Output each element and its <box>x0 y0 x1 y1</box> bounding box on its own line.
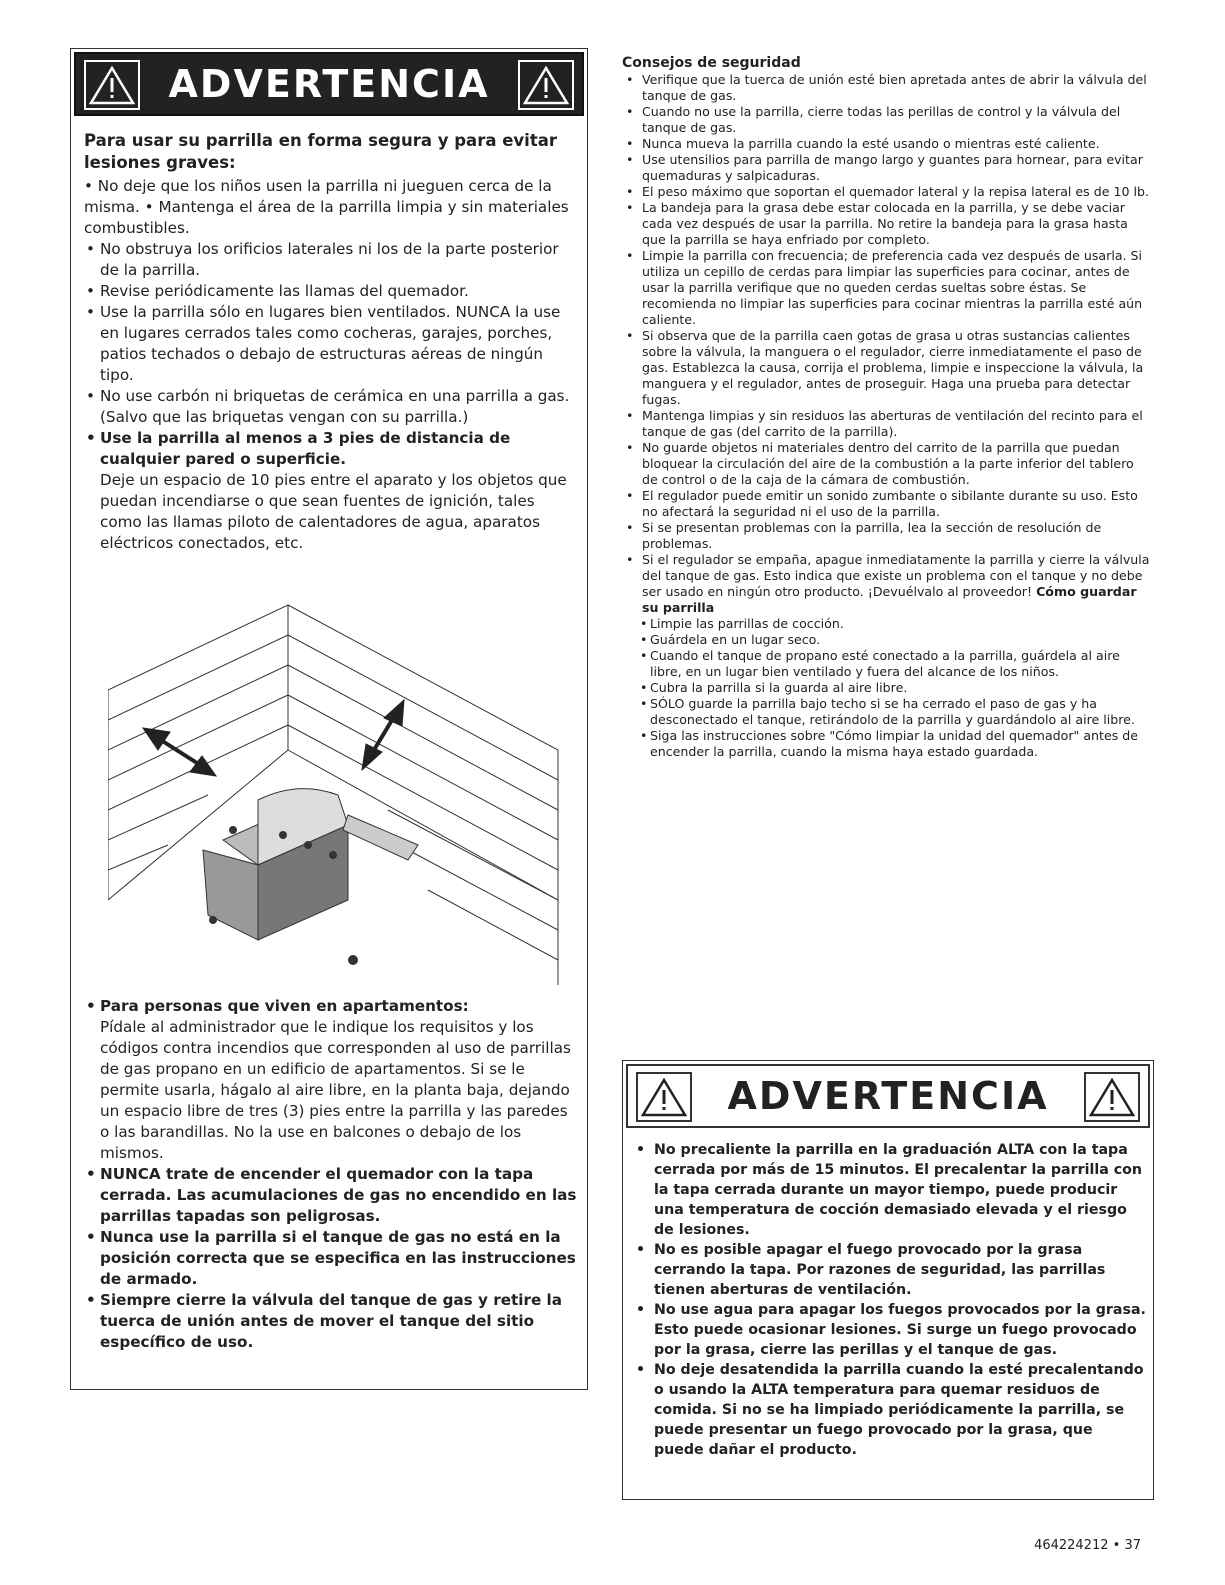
warning-bullet: • No deje desatendida la parrilla cuando la esté precalentando o usando la ALTA temperatura para quemar residuos de comida. Si no se ha limpiado periódicamente la parrilla, se puede presentar un fuego provocado por la grasa, que puede dañar el producto. <box>628 1360 1146 1460</box>
right-bullet: • Nunca mueva la parrilla cuando la esté usando o mientras esté caliente. <box>622 136 1152 152</box>
warning-title: ADVERTENCIA <box>168 62 490 106</box>
right-bullet: • El regulador puede emitir un sonido zumbante o sibilante durante su uso. Esto no afectará la seguridad ni el uso de la parrilla. <box>622 488 1152 520</box>
warning-bullet: • No es posible apagar el fuego provocado por la grasa cerrando la tapa. Por razones de seguridad, las parrillas tienen aberturas de ventilación. <box>628 1240 1146 1300</box>
warning-triangle-icon <box>84 60 140 110</box>
right-bullet <box>622 552 1152 616</box>
right-warning-text <box>628 1140 1146 1460</box>
right-bullet: • Use utensilios para parrilla de mango largo y guantes para hornear, para evitar quemaduras y salpicaduras. <box>622 152 1152 184</box>
left-intro: • No deje que los niños usen la parrilla ni jueguen cerca de la misma. • Mantenga el área de la parrilla limpia y sin materiales combustibles. <box>84 177 569 237</box>
grill-corner-illustration <box>108 600 568 990</box>
left-warning-banner <box>74 52 584 116</box>
left-bold-bullet: • Siempre cierre la válvula del tanque de gas y retire la tuerca de unión antes de mover el tanque del sitio específico de uso. <box>84 1290 580 1353</box>
warning-triangle-icon <box>636 1072 692 1122</box>
left-bullet: • No obstruya los orificios laterales ni los de la parte posterior de la parrilla. <box>84 239 580 281</box>
warning-bullet: • No use agua para apagar los fuegos provocados por la grasa. Esto puede ocasionar lesiones. Si surge un fuego provocado por la grasa, cierre las perillas y el tanque de gas. <box>628 1300 1146 1360</box>
right-bullet: • Limpie la parrilla con frecuencia; de preferencia cada vez después de usarla. Si utiliza un cepillo de cerdas para limpiar las superficies para cocinar, antes de usar la parrilla verifique que no queden cerdas sueltas sobre éstas. Se recomienda no limpiar las superficies para cocinar mientras la parrilla esté aún caliente. <box>622 248 1152 328</box>
left-column-text-top <box>84 130 580 554</box>
left-distance-text: Deje un espacio de 10 pies entre el aparato y los objetos que puedan incendiarse o que sean fuentes de ignición, tales como las llamas piloto de calentadores de agua, aparatos eléctricos conectados, etc. <box>100 471 567 552</box>
right-heading: Consejos de seguridad <box>622 55 801 71</box>
left-apartments-bold: • Para personas que viven en apartamentos: <box>84 996 580 1017</box>
right-bullet: • Si observa que de la parrilla caen gotas de grasa u otras sustancias calientes sobre la válvula, la manguera o el regulador, cierre inmediatamente el paso de gas. Establezca la causa, corrija el problema, limpie e inspeccione la válvula, la manguera y el regulador, antes de proseguir. Haga una prueba para detectar fugas. <box>622 328 1152 408</box>
right-column-text <box>622 54 1152 760</box>
right-last-bullet-text: Si el regulador se empaña, apague inmediatamente la parrilla y cierre la válvula del tanque de gas. Esto indica que existe un problema con el tanque y no debe ser usado en ningún otro producto. ¡Devuélvalo al proveedor! <box>642 552 1150 599</box>
right-warning-banner <box>626 1064 1150 1128</box>
storage-item: • Siga las instrucciones sobre "Cómo limpiar la unidad del quemador" antes de encender la parrilla, cuando la misma haya estado guardada. <box>622 728 1152 760</box>
storage-item: • Guárdela en un lugar seco. <box>622 632 1152 648</box>
right-bullet: • Cuando no use la parrilla, cierre todas las perillas de control y la válvula del tanque de gas. <box>622 104 1152 136</box>
warning-title: ADVERTENCIA <box>727 1074 1049 1118</box>
storage-item: • Cuando el tanque de propano esté conectado a la parrilla, guárdela al aire libre, en un lugar bien ventilado y fuera del alcance de los niños. <box>622 648 1152 680</box>
left-bold-bullet: • Nunca use la parrilla si el tanque de gas no está en la posición correcta que se especifica en las instrucciones de armado. <box>84 1227 580 1290</box>
left-bullet: • Revise periódicamente las llamas del quemador. <box>84 281 580 302</box>
warning-triangle-icon <box>1084 1072 1140 1122</box>
left-apartments-text: Pídale al administrador que le indique los requisitos y los códigos contra incendios que corresponden al uso de parrillas de gas propano en un edificio de apartamentos. Si se le permite usarla, hágalo al aire libre, en la planta baja, dejando un espacio libre de tres (3) pies entre la parrilla y las paredes o las barandillas. No la use en balcones o debajo de los mismos. <box>100 1018 571 1162</box>
storage-item: • SÓLO guarde la parrilla bajo techo si se ha cerrado el paso de gas y ha desconectado el tanque, retirándolo de la parrilla y guardándolo al aire libre. <box>622 696 1152 728</box>
right-bullet: • La bandeja para la grasa debe estar colocada en la parrilla, y se debe vaciar cada vez después de usar la parrilla. No retire la bandeja para la grasa hasta que la parrilla se haya enfriado por completo. <box>622 200 1152 248</box>
right-bullet: • Verifique que la tuerca de unión esté bien apretada antes de abrir la válvula del tanque de gas. <box>622 72 1152 104</box>
left-heading: Para usar su parrilla en forma segura y para evitar lesiones graves: <box>84 131 557 172</box>
left-column-text-bottom <box>84 996 580 1353</box>
right-bullet: • No guarde objetos ni materiales dentro del carrito de la parrilla que puedan bloquear la circulación del aire de la combustión a la parte inferior del tablero de control o de la caja de la cámara de combustión. <box>622 440 1152 488</box>
storage-item: • Limpie las parrillas de cocción. <box>622 616 1152 632</box>
right-bullet: • Si se presentan problemas con la parrilla, lea la sección de resolución de problemas. <box>622 520 1152 552</box>
left-bullet: • No use carbón ni briquetas de cerámica en una parrilla a gas. (Salvo que las briquetas vengan con su parrilla.) <box>84 386 580 428</box>
warning-bullet: • No precaliente la parrilla en la graduación ALTA con la tapa cerrada por más de 15 minutos. El precalentar la parrilla con la tapa cerrada durante un mayor tiempo, puede producir una temperatura de cocción demasiado elevada y el riesgo de lesiones. <box>628 1140 1146 1240</box>
storage-item: • Cubra la parrilla si la guarda al aire libre. <box>622 680 1152 696</box>
warning-triangle-icon <box>518 60 574 110</box>
right-bullet: • El peso máximo que soportan el quemador lateral y la repisa lateral es de 10 lb. <box>622 184 1152 200</box>
page-footer: 464224212 • 37 <box>1034 1538 1141 1553</box>
right-bullet: • Mantenga limpias y sin residuos las aberturas de ventilación del recinto para el tanque de gas (del carrito de la parrilla). <box>622 408 1152 440</box>
left-bold-bullet: • NUNCA trate de encender el quemador con la tapa cerrada. Las acumulaciones de gas no encendido en las parrillas tapadas son peligrosas. <box>84 1164 580 1227</box>
left-bullet: • Use la parrilla sólo en lugares bien ventilados. NUNCA la use en lugares cerrados tales como cocheras, garajes, porches, patios techados o debajo de estructuras aéreas de ningún tipo. <box>84 302 580 386</box>
storage-heading: Cómo guardar su parrilla <box>642 584 1137 615</box>
left-distance-bold: • Use la parrilla al menos a 3 pies de distancia de cualquier pared o superficie. <box>84 428 580 470</box>
